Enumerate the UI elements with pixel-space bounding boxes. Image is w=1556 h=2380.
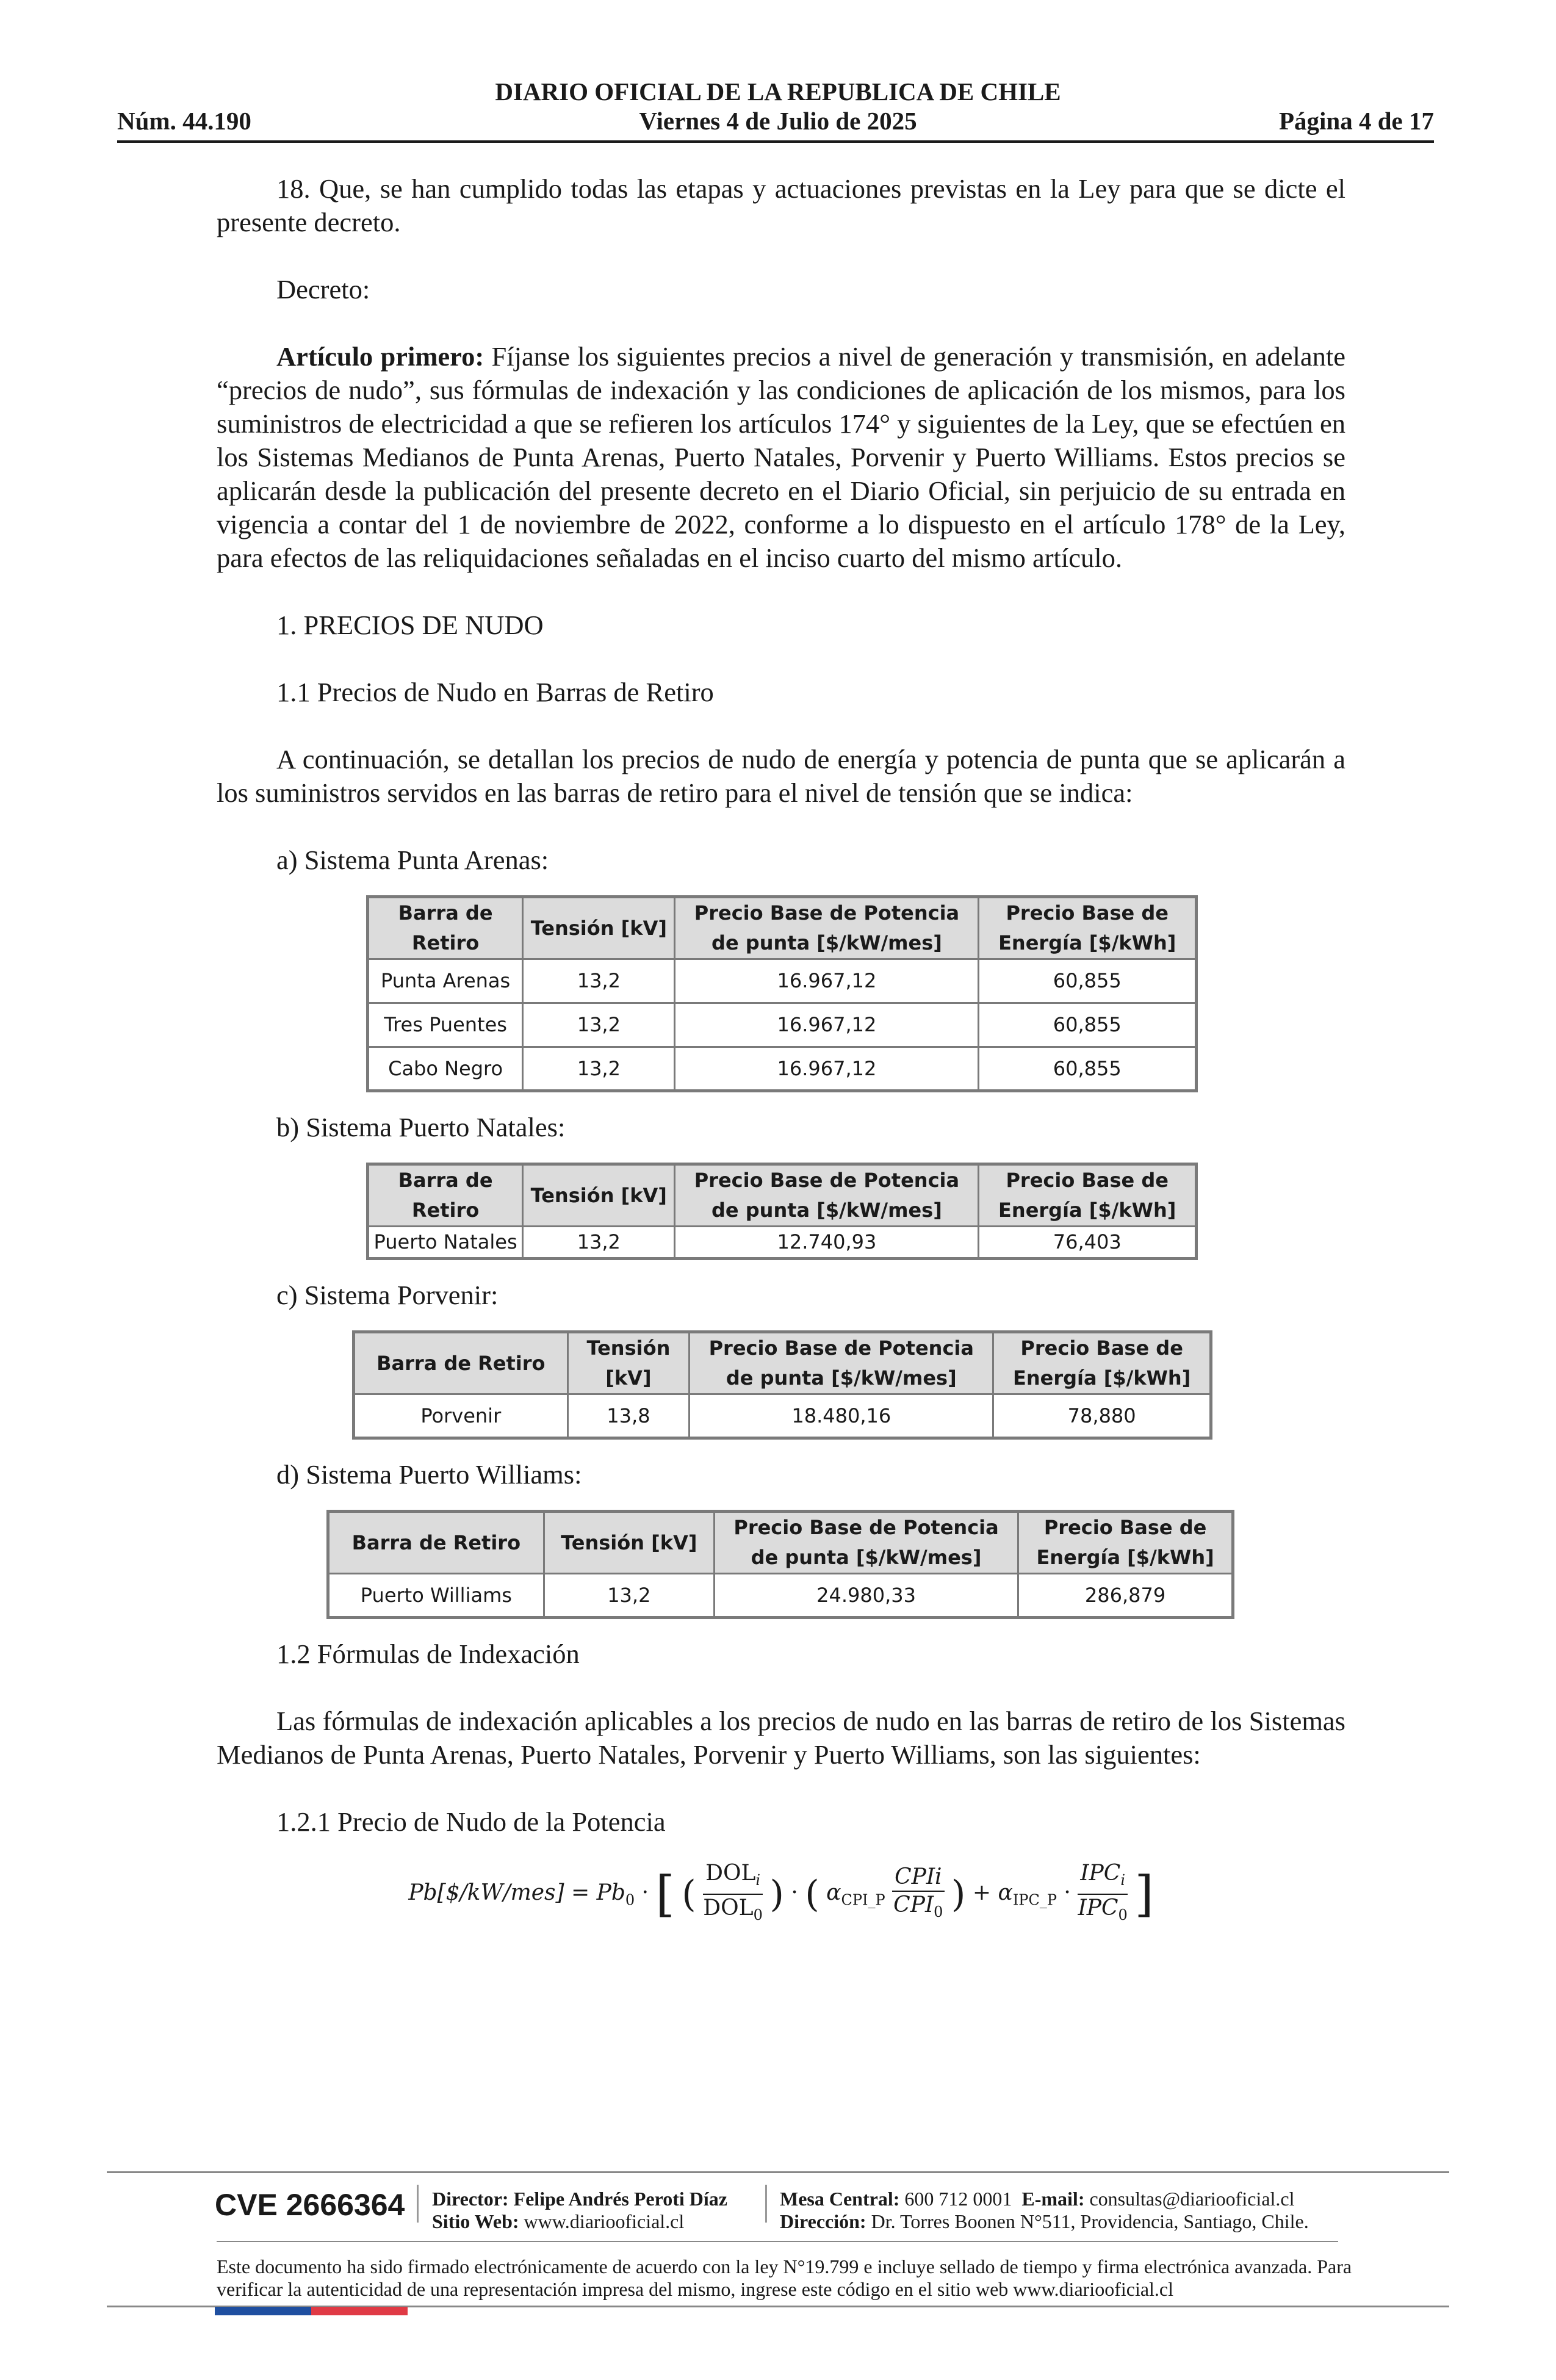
col-energia: Precio Base de Energía [$/kWh] <box>979 1164 1197 1227</box>
director-line: Director: Felipe Andrés Peroti Díaz <box>432 2188 727 2210</box>
cell: Tres Puentes <box>368 1003 523 1047</box>
indexation-formula: Pb[$/kW/mes] = $Pb_0$ · [ ( $\frac{DOL_i}{DOL_0}$ ) · ( $\alpha_{CPI\_P}$ $\frac{\text{CPIi}}{CPI_0}$ ) + $\alpha_{IPC\_P}$ · $\frac{IPC_i}{IPC_0}$ ] <box>217 1860 1345 1928</box>
newspaper-title: DIARIO OFICIAL DE LA REPUBLICA DE CHILE <box>495 78 1061 106</box>
cell: 16.967,12 <box>675 1003 979 1047</box>
cell: 13,2 <box>523 1003 675 1047</box>
header-divider <box>117 140 1434 143</box>
section-1-2-intro: Las fórmulas de indexación aplicables a los precios de nudo en las barras de retiro de los Sistemas Medianos de Punta Arenas, Puerto Natales, Porvenir y Puerto Williams, son las siguientes: <box>217 1706 1345 1770</box>
table-row <box>368 1227 1197 1259</box>
footer-contact-block <box>780 2188 1309 2233</box>
table-header-row <box>354 1332 1211 1394</box>
cell: 18.480,16 <box>690 1394 993 1438</box>
cell: Puerto Williams <box>328 1574 544 1618</box>
footer-divider-mid <box>217 2241 1338 2242</box>
table-row <box>368 1003 1197 1047</box>
signature-note: Este documento ha sido firmado electrónicamente de acuerdo con la ley N°19.799 e incluye sellado de tiempo y firma electrónica avanzada. Para verificar la autenticidad de una representación impresa del mismo, ingrese este código en el sitio web www.diariooficial.cl <box>217 2256 1352 2300</box>
system-a-heading: a) Sistema Punta Arenas: <box>276 845 549 875</box>
col-barra: Barra de Retiro <box>328 1512 544 1574</box>
table-header-row <box>368 897 1197 959</box>
website-link[interactable]: www.diariooficial.cl <box>519 2210 685 2232</box>
table-puerto-williams <box>326 1510 1234 1619</box>
ipc-fraction: $\frac{IPC_i}{IPC_0}$ <box>1078 1861 1128 1924</box>
col-potencia: Precio Base de Potencia de punta [$/kW/mes] <box>714 1512 1018 1574</box>
document-body <box>217 172 1345 1928</box>
col-tension: Tensión [kV] <box>544 1512 714 1574</box>
col-energia: Precio Base de Energía [$/kWh] <box>1018 1512 1233 1574</box>
system-b-heading: b) Sistema Puerto Natales: <box>276 1112 566 1142</box>
cell: Porvenir <box>354 1394 568 1438</box>
table-row <box>368 959 1197 1003</box>
section-1-heading: 1. PRECIOS DE NUDO <box>276 610 544 640</box>
section-1-1-intro: A continuación, se detallan los precios de nudo de energía y potencia de punta que se aplicarán a los suministros servidos en las barras de retiro para el nivel de tensión que se indica: <box>217 744 1345 808</box>
section-1-2-1-heading: 1.2.1 Precio de Nudo de la Potencia <box>276 1806 666 1837</box>
cell: 12.740,93 <box>675 1227 979 1259</box>
cell: Cabo Negro <box>368 1047 523 1091</box>
cell: Puerto Natales <box>368 1227 523 1259</box>
formula-lhs: Pb[$/kW/mes] = Pb <box>408 1880 625 1906</box>
cell: 286,879 <box>1018 1574 1233 1618</box>
col-potencia: Precio Base de Potencia de punta [$/kW/mes] <box>690 1332 993 1394</box>
cve-code: CVE 2666364 <box>215 2188 405 2222</box>
col-potencia: Precio Base de Potencia de punta [$/kW/mes] <box>675 897 979 959</box>
table-puerto-natales <box>366 1163 1198 1260</box>
page-number: Página 4 de 17 <box>1279 107 1434 135</box>
issue-number: Núm. 44.190 <box>117 107 251 135</box>
footer-separator <box>765 2185 767 2223</box>
cell: 13,2 <box>523 959 675 1003</box>
cell: 60,855 <box>979 959 1197 1003</box>
decreto-heading: Decreto: <box>276 274 370 305</box>
section-1-2-heading: 1.2 Fórmulas de Indexación <box>276 1639 580 1669</box>
footer-separator <box>417 2185 419 2223</box>
table-row <box>354 1394 1211 1438</box>
cell: 78,880 <box>993 1394 1211 1438</box>
cell: 13,2 <box>544 1574 714 1618</box>
website-line: Sitio Web: www.diariooficial.cl <box>432 2210 685 2232</box>
dol-fraction: $\frac{DOL_i}{DOL_0}$ <box>703 1861 763 1924</box>
address-line: Dirección: Dr. Torres Boonen N°511, Providencia, Santiago, Chile. <box>780 2210 1309 2232</box>
paragraph-18: 18. Que, se han cumplido todas las etapas y actuaciones previstas en la Ley para que se dicte el presente decreto. <box>217 173 1345 237</box>
cell: 16.967,12 <box>675 1047 979 1091</box>
flag-bar-blue <box>215 2307 311 2315</box>
table-row <box>368 1047 1197 1091</box>
table-header-row <box>328 1512 1233 1574</box>
system-c-heading: c) Sistema Porvenir: <box>276 1280 499 1310</box>
cell: Punta Arenas <box>368 959 523 1003</box>
cell: 16.967,12 <box>675 959 979 1003</box>
table-header-row <box>368 1164 1197 1227</box>
cell: 13,8 <box>567 1394 690 1438</box>
footer-divider-top <box>107 2171 1449 2173</box>
col-tension: Tensión [kV] <box>523 897 675 959</box>
col-potencia: Precio Base de Potencia de punta [$/kW/mes] <box>675 1164 979 1227</box>
cell: 13,2 <box>523 1047 675 1091</box>
cell: 24.980,33 <box>714 1574 1018 1618</box>
issue-date: Viernes 4 de Julio de 2025 <box>639 107 917 135</box>
article-first-text: Fíjanse los siguientes precios a nivel de generación y transmisión, en adelante “precios de nudo”, sus fórmulas de indexación y las condiciones de aplicación de los mismos, para los suministros de electricidad a que se refieren los artículos 174° y siguientes de la Ley, que se efectúen en los Sistemas Medianos de Punta Arenas, Puerto Natales, Porvenir y Puerto Williams. Estos precios se aplicarán desde la publicación del presente decreto en el Diario Oficial, sin perjuicio de su entrada en vigencia a contar del 1 de noviembre de 2022, conforme a lo dispuesto en el artículo 178° de la Ley, para efectos de las reliquidaciones señaladas en el inciso cuarto del mismo artículo. <box>217 341 1345 573</box>
email-link[interactable]: consultas@diariooficial.cl <box>1084 2188 1295 2210</box>
col-tension: Tensión [kV] <box>523 1164 675 1227</box>
flag-bar-red <box>311 2307 408 2315</box>
col-barra: Barra de Retiro <box>354 1332 568 1394</box>
section-1-1-heading: 1.1 Precios de Nudo en Barras de Retiro <box>276 677 714 707</box>
article-first <box>217 340 1345 575</box>
cpi-fraction: $\frac{\text{CPIi}}{CPI_0}$ <box>892 1864 945 1925</box>
col-energia: Precio Base de Energía [$/kWh] <box>993 1332 1211 1394</box>
cell: 13,2 <box>523 1227 675 1259</box>
table-porvenir <box>352 1330 1212 1440</box>
col-barra: Barra de Retiro <box>368 897 523 959</box>
cell: 60,855 <box>979 1003 1197 1047</box>
system-d-heading: d) Sistema Puerto Williams: <box>276 1459 582 1490</box>
contact-line: Mesa Central: 600 712 0001 E-mail: consultas@diariooficial.cl <box>780 2188 1295 2210</box>
article-first-label: Artículo primero: <box>276 341 484 372</box>
cell: 76,403 <box>979 1227 1197 1259</box>
cell: 60,855 <box>979 1047 1197 1091</box>
col-barra: Barra de Retiro <box>368 1164 523 1227</box>
col-energia: Precio Base de Energía [$/kWh] <box>979 897 1197 959</box>
table-punta-arenas <box>366 895 1198 1092</box>
col-tension: Tensión [kV] <box>567 1332 690 1394</box>
footer-director-block <box>432 2188 727 2233</box>
table-row <box>328 1574 1233 1618</box>
